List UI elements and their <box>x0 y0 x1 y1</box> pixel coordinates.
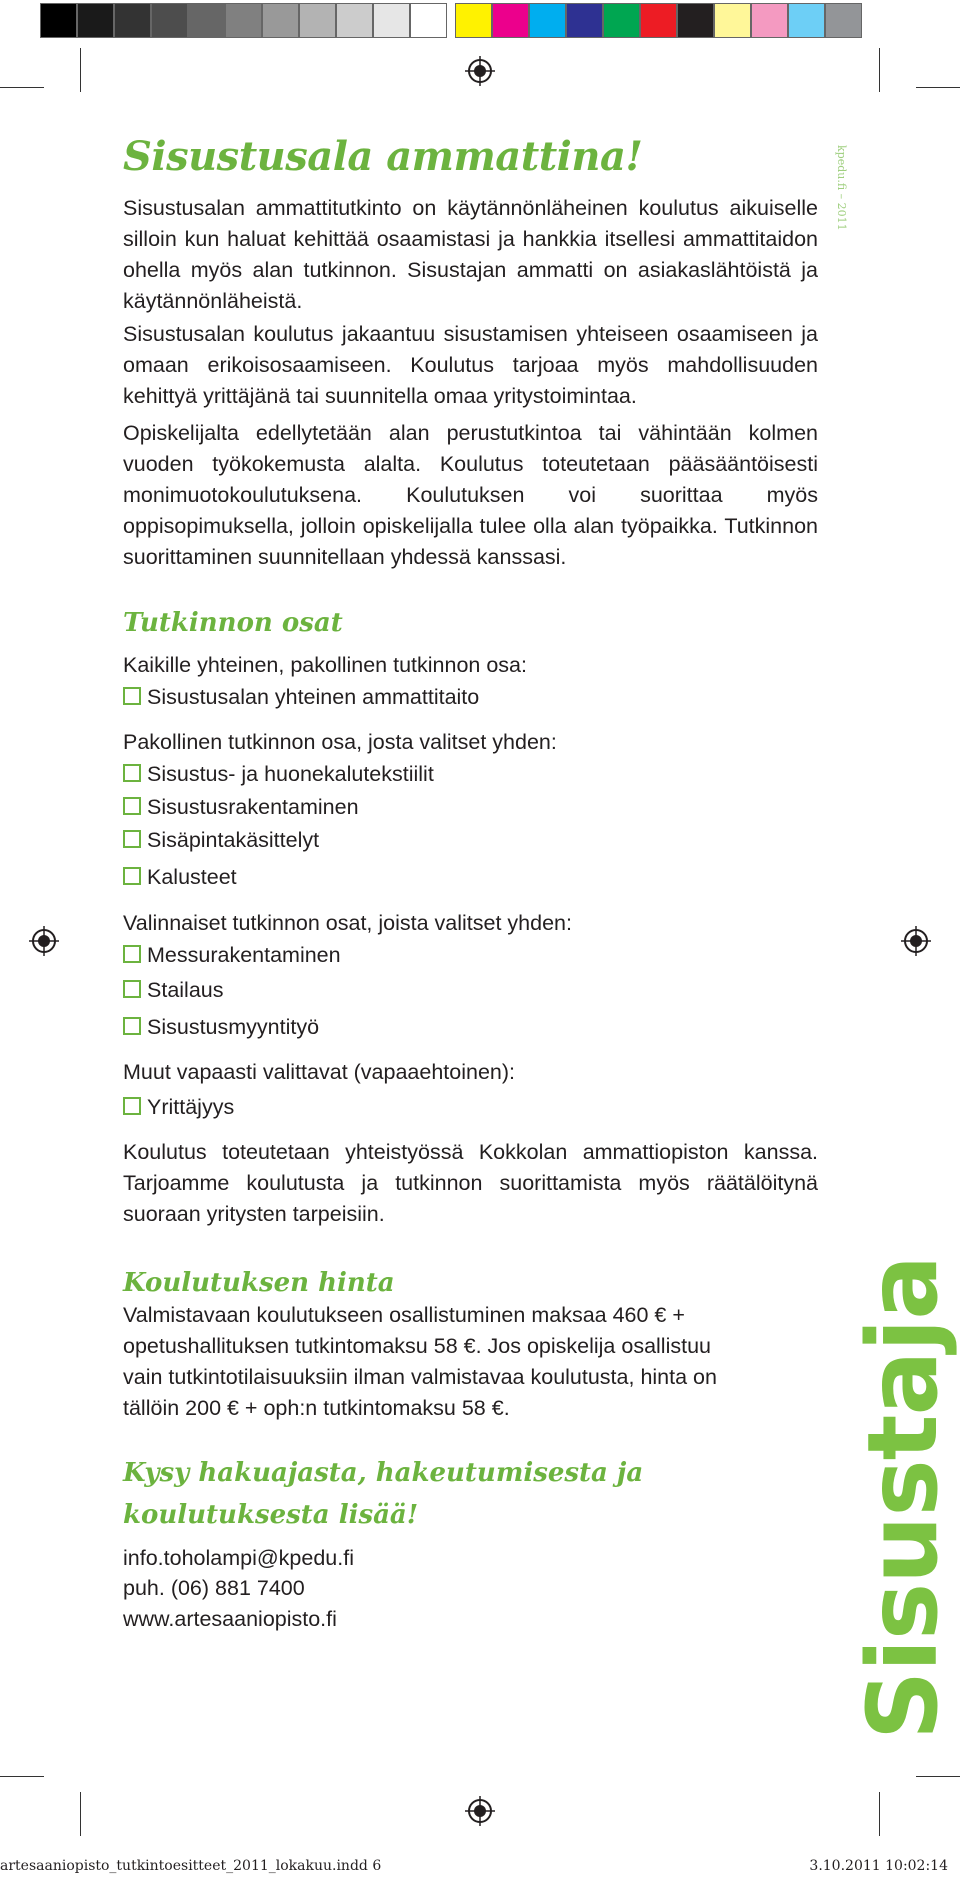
ask-more-heading: koulutuksesta lisää! <box>123 1500 419 1530</box>
checkbox-square-icon <box>123 980 141 998</box>
price-line: Valmistavaan koulutukseen osallistuminen maksaa 460 € + <box>123 1303 685 1327</box>
list-item: Kalusteet <box>123 862 237 892</box>
color-swatch <box>677 3 714 38</box>
intro-paragraph: Opiskelijalta edellytetään alan perustutkintoa tai vähintään kolmen vuoden työkokemusta alalta. Koulutus toteutetaan pääsääntöisesti monimuotokoulutuksena. Koulutuksen voi suorittaa myös oppisopimuksella, jolloin opiskelijalla tulee olla alan työpaikka. Tutkinnon suorittaminen suunnitellaan yhdessä kanssasi. <box>123 421 818 569</box>
checkbox-square-icon <box>123 1097 141 1115</box>
checkbox-square-icon <box>123 687 141 705</box>
checkbox-square-icon <box>123 945 141 963</box>
gray-swatch <box>410 3 447 38</box>
checkbox-square-icon <box>123 764 141 782</box>
list-item: Messurakentaminen <box>123 940 341 970</box>
list-item: Stailaus <box>123 975 224 1005</box>
checkbox-square-icon <box>123 1017 141 1035</box>
checkbox-square-icon <box>123 867 141 885</box>
parts-group-label: Kaikille yhteinen, pakollinen tutkinnon osa: <box>123 653 527 677</box>
parts-group-label: Valinnaiset tutkinnon osat, joista valitset yhden: <box>123 911 572 935</box>
registration-mark-icon <box>901 926 931 956</box>
list-item: Yrittäjyys <box>123 1092 234 1122</box>
gray-swatch <box>225 3 262 38</box>
checkbox-square-icon <box>123 830 141 848</box>
price-line: opetushallituksen tutkintomaksu 58 €. Jos opiskelija osallistuu <box>123 1334 711 1358</box>
list-item: Sisustusrakentaminen <box>123 792 359 822</box>
page-title: Sisustusala ammattina! <box>123 133 643 180</box>
list-item: Sisustus- ja huonekalutekstiilit <box>123 759 434 789</box>
registration-mark-icon <box>29 926 59 956</box>
parts-group-label: Pakollinen tutkinnon osa, josta valitset yhden: <box>123 730 557 754</box>
price-line: tällöin 200 € + oph:n tutkintomaksu 58 €. <box>123 1396 510 1420</box>
color-swatch <box>751 3 788 38</box>
contact-website: www.artesaaniopisto.fi <box>123 1607 337 1631</box>
gray-swatch <box>114 3 151 38</box>
contact-phone: puh. (06) 881 7400 <box>123 1576 305 1600</box>
gray-swatch <box>262 3 299 38</box>
list-item: Sisustusalan yhteinen ammattitaito <box>123 682 479 712</box>
slug-file-name: artesaaniopisto_tutkintoesitteet_2011_lokakuu.indd 6 <box>0 1858 382 1874</box>
gray-swatch <box>336 3 373 38</box>
contact-email: info.toholampi@kpedu.fi <box>123 1546 354 1570</box>
color-swatch <box>492 3 529 38</box>
list-item: Sisustusmyyntityö <box>123 1012 319 1042</box>
ask-more-heading: Kysy hakuajasta, hakeutumisesta ja <box>123 1458 644 1488</box>
gray-swatch <box>188 3 225 38</box>
print-color-bar <box>40 0 918 41</box>
checkbox-square-icon <box>123 797 141 815</box>
slug-timestamp: 3.10.2011 10:02:14 <box>809 1858 948 1874</box>
gray-swatch <box>77 3 114 38</box>
intro-paragraph: Sisustusalan ammattitutkinto on käytännönläheinen koulutus aikuiselle silloin kun haluat kehittää osaamistasi ja hankkia itsellesi ammattitaidon ohella myös alan tutkinnon. Sisustajan ammatti on asiakaslähtöistä ja käytännönläheistä. <box>123 196 818 313</box>
color-swatch <box>529 3 566 38</box>
color-swatch <box>640 3 677 38</box>
gray-swatch <box>373 3 410 38</box>
color-swatch <box>603 3 640 38</box>
price-heading: Koulutuksen hinta <box>123 1268 395 1298</box>
parts-heading: Tutkinnon osat <box>123 608 343 638</box>
color-swatch <box>714 3 751 38</box>
intro-paragraph: Sisustusalan koulutus jakaantuu sisustamisen yhteiseen osaamiseen ja omaan erikoisosaamiseen. Koulutus tarjoaa myös mahdollisuuden kehittyä yrittäjänä tai suunnitella omaa yritystoimintaa. <box>123 322 818 408</box>
color-swatch <box>566 3 603 38</box>
gray-swatch <box>40 3 77 38</box>
cooperation-paragraph: Koulutus toteutetaan yhteistyössä Kokkolan ammattiopiston kanssa. Tarjoamme koulutusta ja tutkinnon suorittamista myös räätälöitynä suoraan yritysten tarpeisiin. <box>123 1140 818 1226</box>
gray-swatch <box>299 3 336 38</box>
sidebar-year-mark: kpedu.fi – 2011 <box>835 145 848 231</box>
color-swatch <box>455 3 492 38</box>
list-item: Sisäpintakäsittelyt <box>123 825 319 855</box>
color-swatch <box>825 3 862 38</box>
vertical-title: Sisustaja <box>847 1255 959 1740</box>
parts-group-label: Muut vapaasti valittavat (vapaaehtoinen): <box>123 1060 516 1084</box>
color-swatch <box>788 3 825 38</box>
gray-swatch <box>151 3 188 38</box>
registration-mark-icon <box>465 56 495 86</box>
price-line: vain tutkintotilaisuuksiin ilman valmistavaa koulutusta, hinta on <box>123 1365 717 1389</box>
registration-mark-icon <box>465 1796 495 1826</box>
